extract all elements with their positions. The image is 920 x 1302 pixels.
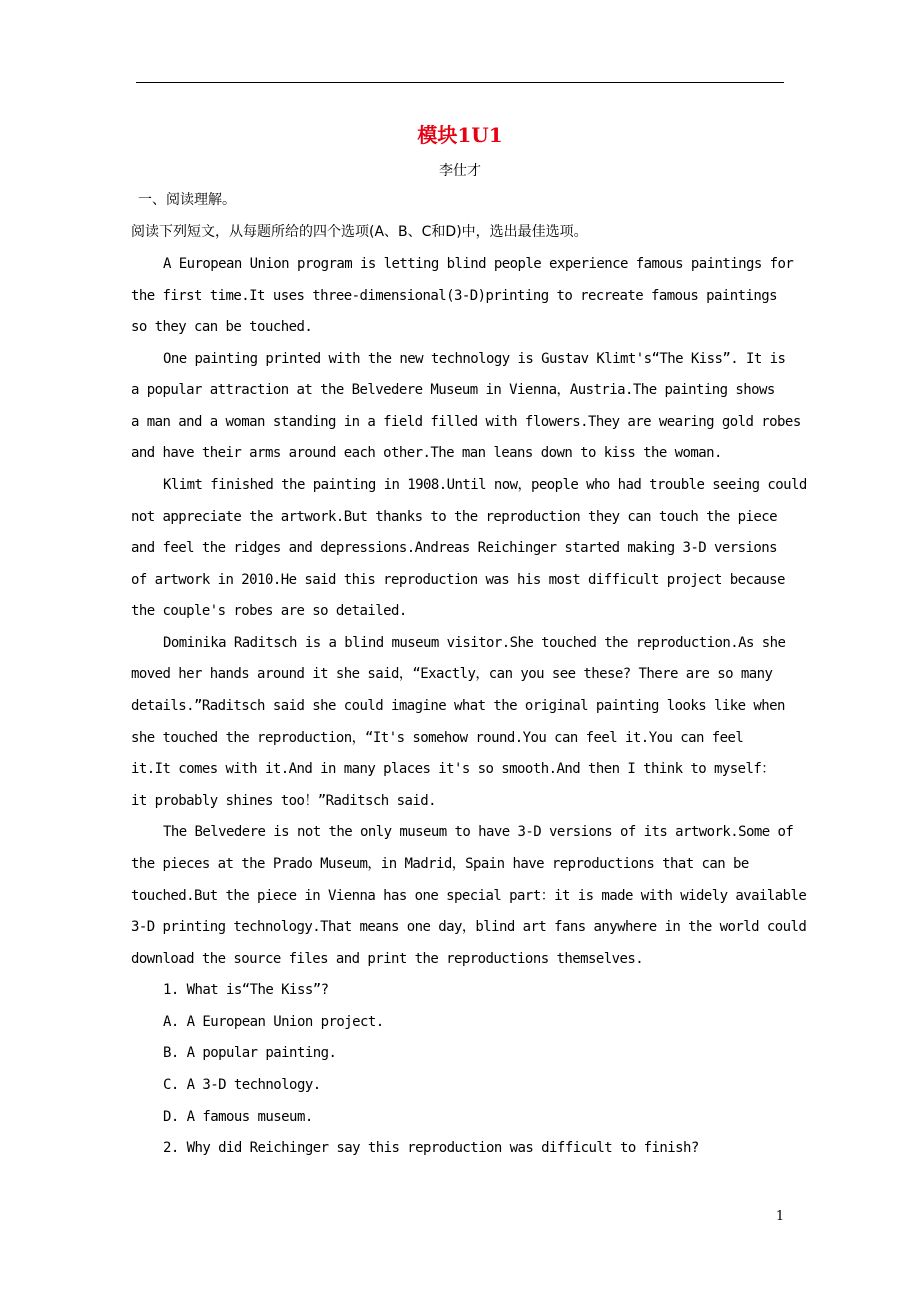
passage-line: download the source files and print the reproductions themselves. — [131, 951, 644, 967]
document-author: 李仕才 — [439, 163, 481, 179]
passage-line: a man and a woman standing in a field filled with flowers.They are wearing gold robes — [131, 414, 801, 430]
passage-line: Dominika Raditsch is a blind museum visitor.She touched the reproduction.As she — [163, 635, 786, 651]
question-1: 1. What is“The Kiss”? — [163, 982, 329, 998]
passage-line: not appreciate the artwork.But thanks to the reproduction they can touch the piece — [131, 509, 778, 525]
document-title: 模块1U1 — [417, 123, 503, 147]
passage-line: and have their arms around each other.The man leans down to kiss the woman. — [131, 445, 722, 461]
passage-line: touched.But the piece in Vienna has one special part：it is made with widely available — [131, 888, 807, 904]
option-b: B. A popular painting. — [163, 1045, 337, 1061]
passage-line: 3-D printing technology.That means one day，blind art fans anywhere in the world could — [131, 919, 807, 935]
option-d: D. A famous museum. — [163, 1109, 313, 1125]
passage-line: it probably shines too！”Raditsch said. — [131, 793, 436, 809]
passage-line: the pieces at the Prado Museum，in Madrid，Spain have reproductions that can be — [131, 856, 749, 872]
passage-line: the couple's robes are so detailed. — [131, 603, 407, 619]
passage-line: details.”Raditsch said she could imagine what the original painting looks like when — [131, 698, 785, 714]
header-rule — [136, 82, 784, 83]
passage-line: The Belvedere is not the only museum to have 3-D versions of its artwork.Some of — [163, 824, 794, 840]
passage-line: a popular attraction at the Belvedere Museum in Vienna，Austria.The painting shows — [131, 382, 775, 398]
passage-line: she touched the reproduction，“It's somehow round.You can feel it.You can feel — [131, 730, 744, 746]
page-number: 1 — [775, 1209, 785, 1224]
passage-line: of artwork in 2010.He said this reproduction was his most difficult project because — [131, 572, 785, 588]
section-heading: 一、阅读理解。 — [138, 192, 236, 208]
option-a: A. A European Union project. — [163, 1014, 384, 1030]
section-instructions: 阅读下列短文，从每题所给的四个选项(A、B、C和D)中，选出最佳选项。 — [131, 224, 588, 240]
passage-line: the first time.It uses three-dimensional(3-D)printing to recreate famous paintings — [131, 288, 778, 304]
passage-line: A European Union program is letting blind people experience famous paintings for — [163, 256, 794, 272]
question-2: 2. Why did Reichinger say this reproduction was difficult to finish? — [163, 1140, 699, 1156]
passage-line: One painting printed with the new technology is Gustav Klimt's“The Kiss”. It is — [163, 351, 786, 367]
option-c: C. A 3-D technology. — [163, 1077, 321, 1093]
passage-line: and feel the ridges and depressions.Andreas Reichinger started making 3-D versions — [131, 540, 778, 556]
passage-line: it.It comes with it.And in many places it's so smooth.And then I think to myself： — [131, 761, 775, 777]
passage-line: moved her hands around it she said，“Exactly，can you see these? There are so many — [131, 666, 773, 682]
passage-line: so they can be touched. — [131, 319, 313, 335]
passage-line: Klimt finished the painting in 1908.Until now，people who had trouble seeing could — [163, 477, 807, 493]
